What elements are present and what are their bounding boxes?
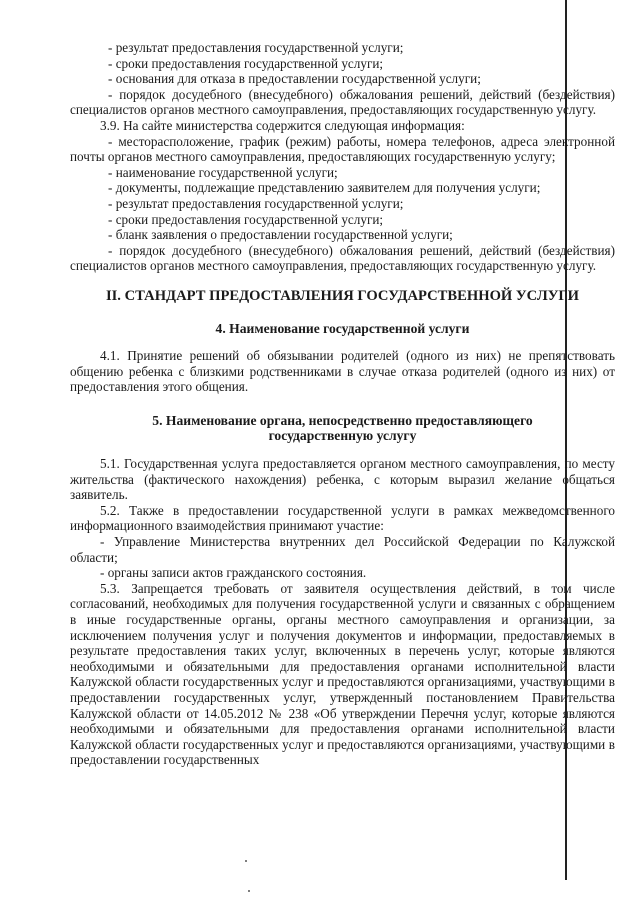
list-item: - порядок досудебного (внесудебного) обжалования решений, действий (бездействия) специалистов органов местного самоуправления, предоставляющих государственную услугу.	[70, 86, 615, 118]
list-item: - наименование государственной услуги;	[108, 164, 338, 180]
section-5-title-line2: государственную услугу	[268, 428, 417, 444]
paragraph-5-2: 5.2. Также в предоставлении государственной услуги в рамках межведомственного информационного взаимодействия принимают участие:	[70, 502, 615, 534]
section-2-title: II. СТАНДАРТ ПРЕДОСТАВЛЕНИЯ ГОСУДАРСТВЕННОЙ УСЛУГИ	[105, 287, 580, 304]
paragraph-3-9: 3.9. На сайте министерства содержится следующая информация:	[100, 117, 465, 133]
list-item: - результат предоставления государственной услуги;	[108, 40, 404, 55]
paragraph-5-1: 5.1. Государственная услуга предоставляется органом местного самоуправления, по месту жительства (фактического нахождения) ребенка, с которым выразил желание общаться заявитель.	[70, 456, 615, 503]
list-item: - месторасположение, график (режим) работы, номера телефонов, адреса электронной почты органов местного самоуправления, предоставляющих государственную услугу;	[70, 133, 615, 165]
list-item: - документы, подлежащие представлению заявителем для получения услуги;	[108, 180, 541, 196]
section-5-title	[70, 413, 615, 444]
list-item: - результат предоставления государственной услуги;	[108, 195, 404, 211]
paragraph-4-1: 4.1. Принятие решений об обязывании родителей (одного из них) не препятствовать общению ребенка с близкими родственниками в случае отказа родителей (одного из них) от предоставления этого общения.	[70, 348, 615, 395]
list-item: - основания для отказа в предоставлении государственной услуги;	[108, 71, 481, 87]
list-item: - сроки предоставления государственной услуги;	[108, 55, 384, 71]
list-item: - бланк заявления о предоставлении государственной услуги;	[108, 227, 453, 243]
paragraph-5-3: 5.3. Запрещается требовать от заявителя осуществления действий, в том числе согласований, необходимых для получения государственной услуги и связанных с обращением в иные государственные органы, органы местного самоуправления и организации, за исключением получения услуг и получения документов и информации, предоставляемых в результате предоставления таких услуг, включенных в перечень услуг, которые являются необходимыми и обязательными для предоставления органами исполнительной власти Калужской области государственных услуг и предоставляются организациями, участвующими в предоставлении государственных услуг, утвержденный постановлением Правительства Калужской области от 14.05.2012 № 238 «Об утверждении Перечня услуг, которые являются необходимыми и обязательными для предоставления органами исполнительной власти Калужской области государственных услуг и предоставляются организациями, участвующими в предоставлении государственных	[70, 580, 615, 768]
list-item: - Управление Министерства внутренних дел Российской Федерации по Калужской области;	[70, 534, 615, 565]
document-page	[70, 40, 615, 768]
section-4-title: 4. Наименование государственной услуги	[215, 320, 470, 336]
list-item: - сроки предоставления государственной услуги;	[108, 211, 384, 227]
list-item: - порядок досудебного (внесудебного) обжалования решений, действий (бездействия) специалистов органов местного самоуправления, предоставляющих государственную услугу.	[70, 242, 615, 274]
list-item: - органы записи актов гражданского состояния.	[100, 565, 367, 581]
scan-speck	[245, 860, 247, 862]
scan-speck	[248, 890, 250, 892]
section-5-title-line1: 5. Наименование органа, непосредственно предоставляющего	[152, 412, 533, 428]
